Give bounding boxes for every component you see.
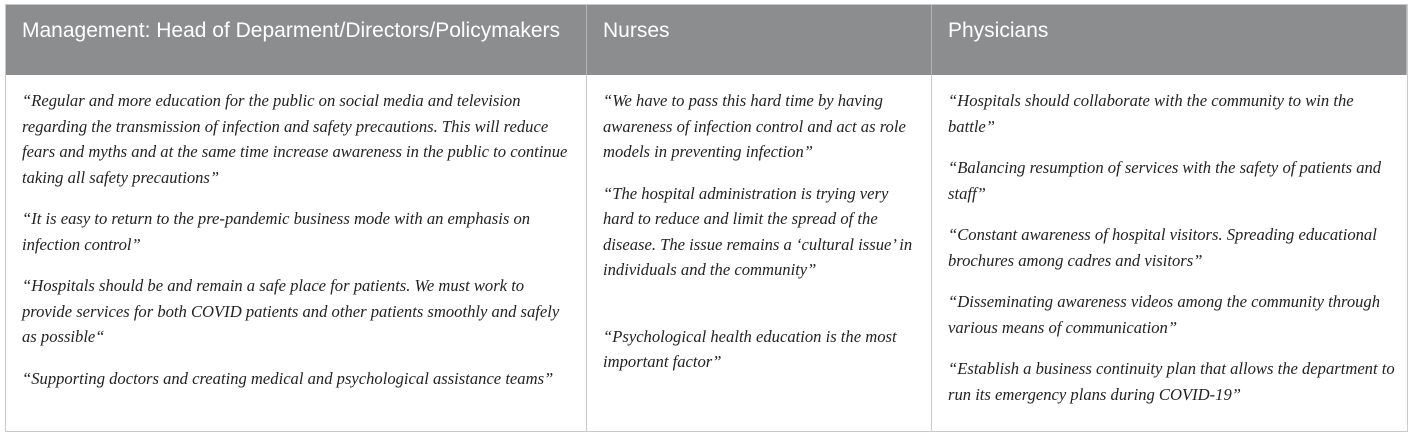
header-management: Management: Head of Deparment/Directors/Policymakers xyxy=(6,5,587,75)
header-nurses: Nurses xyxy=(587,5,932,75)
nurses-quote: “The hospital administration is trying very hard to reduce and limit the spread of the disease. The issue remains a ‘cultural issue’ in individuals and the community” xyxy=(603,183,913,279)
physicians-quote: “Hospitals should collaborate with the community to win the battle” xyxy=(948,91,1354,136)
management-quote: “Hospitals should be and remain a safe place for patients. We must work to provide services for both COVID patients and other patients smoothly and safely as possible“ xyxy=(22,276,560,346)
physicians-quote: “Disseminating awareness videos among the community through various means of communication” xyxy=(948,292,1381,337)
management-column xyxy=(6,75,587,431)
header-physicians: Physicians xyxy=(932,5,1407,75)
management-quote: “Regular and more education for the public on social media and television regarding the transmission of infection and safety precautions. This will reduce fears and myths and at the same time increase awareness in the public to continue taking all safety precautions” xyxy=(22,91,568,187)
physicians-column xyxy=(932,75,1407,431)
nurses-quote: “Psychological health education is the most important factor” xyxy=(603,326,897,371)
quotes-table xyxy=(5,4,1408,432)
physicians-quote: “Establish a business continuity plan that allows the department to run its emergency plans during COVID-19” xyxy=(948,359,1395,404)
management-quote: “It is easy to return to the pre-pandemic business mode with an emphasis on infection control” xyxy=(22,209,531,254)
management-quote: “Supporting doctors and creating medical and psychological assistance teams” xyxy=(22,368,554,388)
physicians-quote: “Balancing resumption of services with the safety of patients and staff” xyxy=(948,158,1382,203)
physicians-quote: “Constant awareness of hospital visitors. Spreading educational brochures among cadres and visitors” xyxy=(948,225,1377,270)
nurses-quote: “We have to pass this hard time by having awareness of infection control and act as role models in preventing infection” xyxy=(603,91,906,161)
nurses-column xyxy=(587,75,932,431)
